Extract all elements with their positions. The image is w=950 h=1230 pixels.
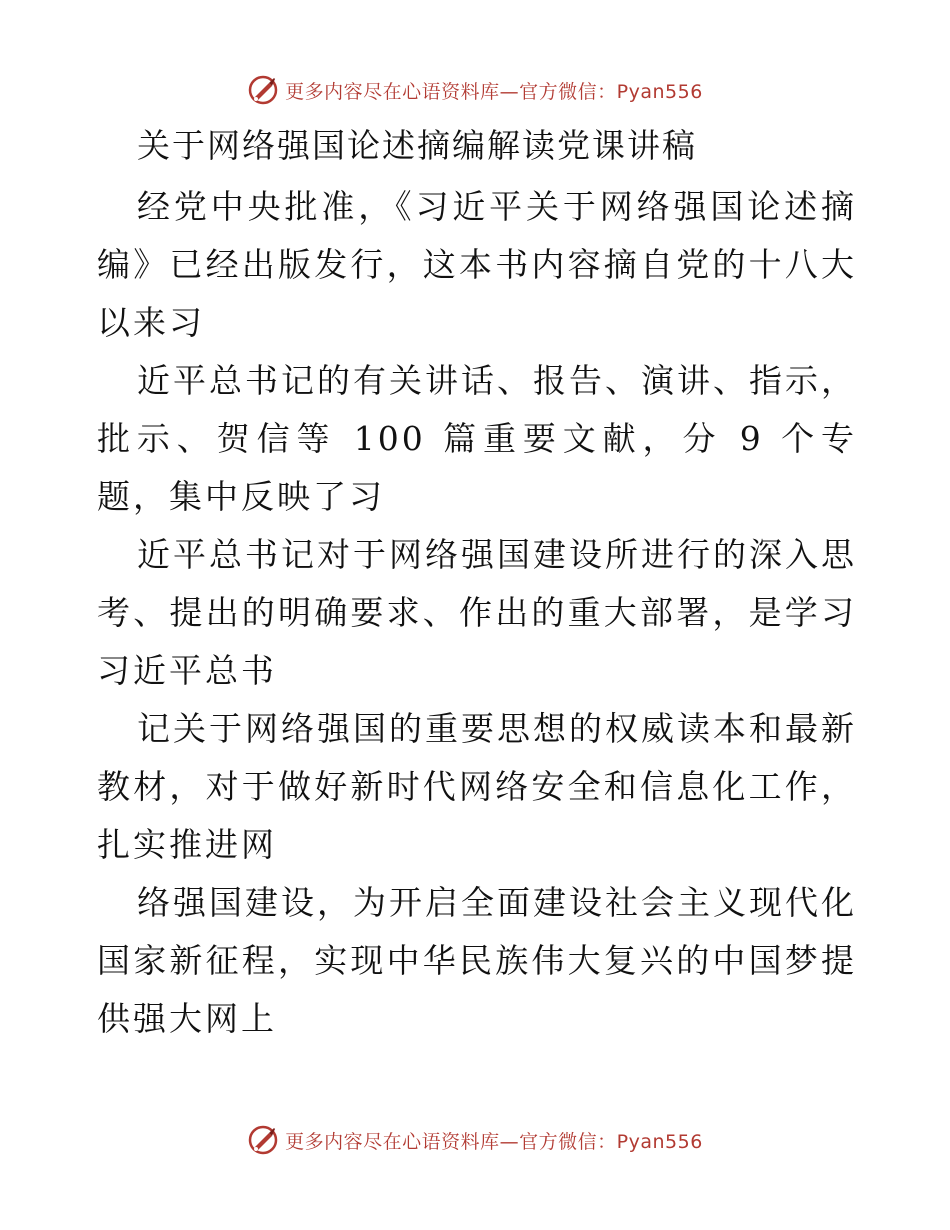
paragraph: 络强国建设，为开启全面建设社会主义现代化国家新征程，实现中华民族伟大复兴的中国梦提供强大网上 xyxy=(97,883,857,1038)
paragraph: 近平总书记的有关讲话、报告、演讲、指示，批示、贺信等 100 篇重要文献，分 9 个专题，集中反映了习 xyxy=(97,361,857,516)
header-watermark xyxy=(0,72,950,108)
pen-quill-logo-icon xyxy=(247,1124,279,1156)
watermark-text: 更多内容尽在心语资料库—官方微信：Pyan556 xyxy=(285,1130,703,1153)
paragraph: 近平总书记对于网络强国建设所进行的深入思考、提出的明确要求、作出的重大部署，是学习习近平总书 xyxy=(97,535,857,690)
document-title: 关于网络强国论述摘编解读党课讲稿 xyxy=(137,126,697,165)
pen-quill-logo-icon xyxy=(247,74,279,106)
document-body xyxy=(97,120,857,1048)
footer-watermark xyxy=(0,1122,950,1158)
paragraph: 记关于网络强国的重要思想的权威读本和最新教材，对于做好新时代网络安全和信息化工作，扎实推进网 xyxy=(97,709,857,864)
watermark-text: 更多内容尽在心语资料库—官方微信：Pyan556 xyxy=(285,80,703,103)
paragraph: 经党中央批准，《习近平关于网络强国论述摘编》已经出版发行，这本书内容摘自党的十八大以来习 xyxy=(97,187,857,342)
